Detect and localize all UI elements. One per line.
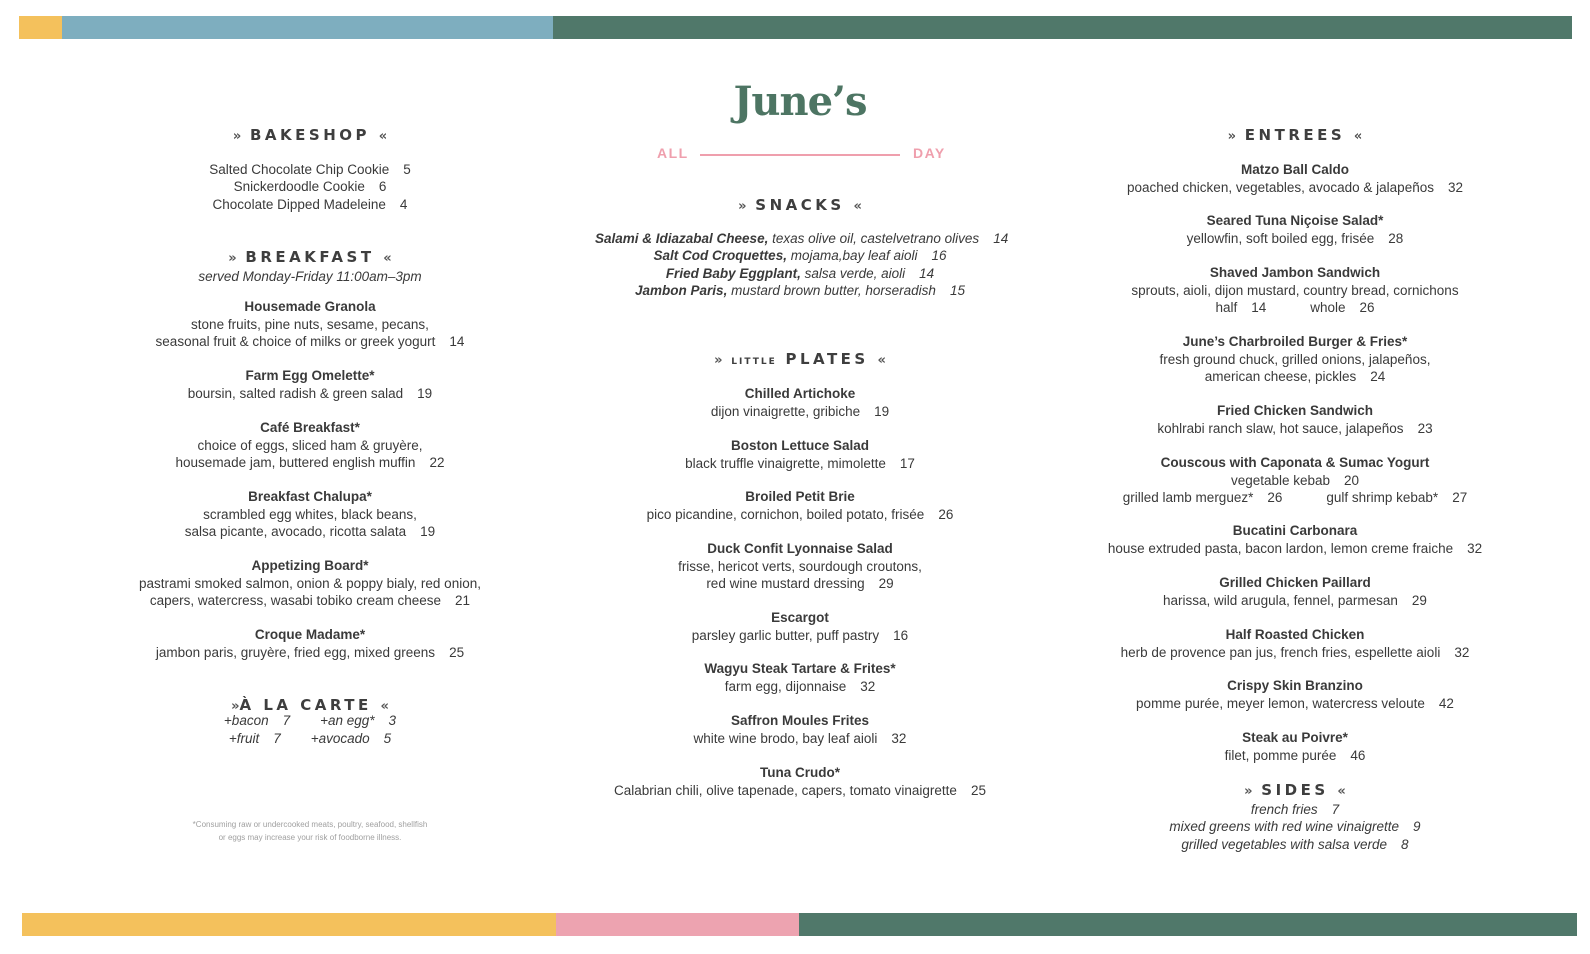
option-price: 26 bbox=[1267, 490, 1283, 505]
entree-item-name: Half Roasted Chicken bbox=[1225, 627, 1365, 642]
bakeshop-item bbox=[110, 196, 510, 214]
disclaimer-line-1: *Consuming raw or undercooked meats, poultry, seafood, shellfish bbox=[192, 820, 428, 829]
center-column bbox=[595, 0, 1009, 954]
item-name: Salt Cod Croquettes, bbox=[653, 248, 787, 263]
breakfast-item-desc bbox=[110, 592, 510, 610]
entree-item-options bbox=[1080, 489, 1510, 507]
item-price: 4 bbox=[399, 197, 408, 212]
breakfast-item-name: Croque Madame* bbox=[254, 627, 366, 642]
plate-item-desc bbox=[595, 506, 1005, 524]
addon-name: +fruit bbox=[228, 731, 260, 746]
addon-name: +bacon bbox=[223, 713, 269, 728]
item-desc: black truffle vinaigrette, mimolette bbox=[685, 455, 886, 471]
option-label: gulf shrimp kebab* bbox=[1326, 490, 1439, 505]
breakfast-item-name: Café Breakfast* bbox=[260, 420, 360, 435]
item-desc: vegetable kebab bbox=[1230, 472, 1331, 488]
breakfast-heading: » BREAKFAST « bbox=[228, 248, 392, 266]
item-desc: sprouts, aioli, dijon mustard, country bread, cornichons bbox=[1131, 282, 1459, 298]
item-price: 19 bbox=[420, 524, 436, 539]
disclaimer-line-2: or eggs may increase your risk of foodborne illness. bbox=[218, 833, 402, 842]
entree-item-name: Crispy Skin Branzino bbox=[1227, 678, 1363, 693]
entree-item-desc bbox=[1080, 695, 1510, 713]
item-desc: jambon paris, gruyère, fried egg, mixed greens bbox=[155, 644, 436, 660]
plate-item-desc bbox=[595, 403, 1005, 421]
plate-item-desc bbox=[595, 575, 1005, 593]
alacarte-row bbox=[110, 712, 510, 730]
snack-item bbox=[595, 247, 1005, 265]
item-desc: seasonal fruit & choice of milks or greek yogurt bbox=[155, 334, 436, 349]
entrees-heading: » ENTREES « bbox=[1227, 126, 1363, 144]
item-desc: white wine brodo, bay leaf aioli bbox=[693, 730, 878, 746]
bakeshop-item bbox=[110, 161, 510, 179]
option-price: 14 bbox=[1251, 300, 1267, 315]
plate-item-name: Broiled Petit Brie bbox=[745, 489, 855, 504]
item-desc: herb de provence pan jus, french fries, espellette aioli bbox=[1120, 644, 1441, 660]
item-desc: pastrami smoked salmon, onion & poppy bialy, red onion, bbox=[139, 575, 481, 591]
side-item bbox=[1080, 818, 1510, 836]
item-price: 25 bbox=[970, 782, 986, 798]
addon-name: +avocado bbox=[310, 731, 370, 746]
item-price: 8 bbox=[1401, 837, 1409, 852]
item-desc: house extruded pasta, bacon lardon, lemon creme fraiche bbox=[1107, 540, 1454, 556]
item-price: 32 bbox=[860, 678, 876, 694]
side-item bbox=[1080, 801, 1510, 819]
item-price: 23 bbox=[1417, 420, 1433, 436]
item-price: 22 bbox=[429, 455, 445, 470]
entree-item-desc bbox=[1080, 179, 1510, 197]
option-label: grilled lamb merguez* bbox=[1122, 490, 1254, 505]
item-price: 25 bbox=[449, 644, 465, 660]
item-desc: red wine mustard dressing bbox=[706, 576, 865, 591]
item-desc: housemade jam, buttered english muffin bbox=[175, 455, 416, 470]
entree-item-desc bbox=[1080, 230, 1510, 248]
item-desc: salsa verde, aioli bbox=[800, 266, 906, 281]
breakfast-item-desc bbox=[110, 437, 510, 455]
breakfast-item-desc bbox=[110, 506, 510, 524]
item-desc: poached chicken, vegetables, avocado & jalapeños bbox=[1127, 179, 1434, 195]
entree-item-desc bbox=[1080, 472, 1510, 490]
addon-price: 3 bbox=[388, 713, 397, 728]
item-desc: boursin, salted radish & green salad bbox=[187, 385, 404, 401]
item-price: 21 bbox=[455, 593, 471, 608]
right-column bbox=[1080, 0, 1510, 954]
item-price: 32 bbox=[1454, 644, 1470, 660]
item-price: 32 bbox=[1467, 540, 1483, 556]
entree-item-desc bbox=[1080, 644, 1510, 662]
item-price: 9 bbox=[1413, 819, 1421, 834]
item-name: Salted Chocolate Chip Cookie bbox=[209, 162, 390, 177]
item-name: Jambon Paris, bbox=[635, 283, 728, 298]
item-desc: mustard brown butter, horseradish bbox=[727, 283, 936, 298]
item-price: 26 bbox=[938, 506, 954, 522]
item-price: 29 bbox=[878, 576, 894, 591]
item-price: 5 bbox=[403, 162, 411, 177]
item-price: 46 bbox=[1350, 747, 1366, 763]
item-price: 16 bbox=[931, 248, 947, 263]
bakeshop-item bbox=[110, 178, 510, 196]
snack-item bbox=[595, 282, 1005, 300]
entree-item-name: Seared Tuna Niçoise Salad* bbox=[1206, 213, 1384, 228]
little-plates-heading: » LITTLE PLATES « bbox=[714, 350, 886, 368]
entree-item-name: Bucatini Carbonara bbox=[1232, 523, 1358, 538]
item-desc: filet, pomme purée bbox=[1224, 747, 1337, 763]
item-desc: texas olive oil, castelvetrano olives bbox=[768, 231, 980, 246]
option-label: whole bbox=[1310, 300, 1346, 315]
item-price: 32 bbox=[1447, 179, 1463, 195]
item-desc: stone fruits, pine nuts, sesame, pecans, bbox=[191, 316, 429, 332]
item-price: 32 bbox=[891, 730, 907, 746]
brand-logo: June’s bbox=[733, 78, 867, 125]
item-desc: salsa picante, avocado, ricotta salata bbox=[184, 524, 407, 539]
entree-item-desc bbox=[1080, 747, 1510, 765]
addon-name: +an egg* bbox=[320, 713, 375, 728]
sides-heading: » SIDES « bbox=[1244, 781, 1346, 799]
snack-item bbox=[595, 265, 1005, 283]
breakfast-item-name: Appetizing Board* bbox=[251, 558, 369, 573]
alacarte-row bbox=[110, 730, 510, 748]
breakfast-item-desc bbox=[110, 454, 510, 472]
option-price: 26 bbox=[1359, 300, 1375, 315]
entree-item-desc bbox=[1080, 282, 1510, 300]
plate-item-name: Boston Lettuce Salad bbox=[730, 438, 870, 453]
item-name: Salami & Idiazabal Cheese, bbox=[595, 231, 769, 246]
alacarte-heading: »À LA CARTE « bbox=[231, 696, 389, 714]
option-price: 27 bbox=[1452, 490, 1468, 505]
breakfast-item-desc bbox=[110, 644, 510, 662]
snacks-heading: » SNACKS « bbox=[738, 196, 862, 214]
item-desc: kohlrabi ranch slaw, hot sauce, jalapeños bbox=[1157, 420, 1404, 436]
item-price: 19 bbox=[417, 385, 433, 401]
item-price: 28 bbox=[1388, 230, 1404, 246]
item-desc: choice of eggs, sliced ham & gruyère, bbox=[197, 437, 423, 453]
entree-item-name: Shaved Jambon Sandwich bbox=[1209, 265, 1381, 280]
breakfast-item-name: Breakfast Chalupa* bbox=[248, 489, 372, 504]
entree-item-name: June’s Charbroiled Burger & Fries* bbox=[1182, 334, 1408, 349]
entree-item-desc bbox=[1080, 351, 1510, 369]
item-desc: harissa, wild arugula, fennel, parmesan bbox=[1163, 592, 1398, 608]
plate-item-name: Tuna Crudo* bbox=[760, 765, 840, 780]
item-price: 19 bbox=[874, 403, 890, 419]
item-price: 6 bbox=[378, 179, 387, 194]
item-desc: Calabrian chili, olive tapenade, capers, tomato vinaigrette bbox=[614, 782, 957, 798]
item-desc: parsley garlic butter, puff pastry bbox=[691, 627, 880, 643]
entree-item-name: Grilled Chicken Paillard bbox=[1219, 575, 1371, 590]
entree-item-name: Couscous with Caponata & Sumac Yogurt bbox=[1160, 455, 1430, 470]
breakfast-item-desc bbox=[110, 316, 510, 334]
item-desc: farm egg, dijonnaise bbox=[724, 678, 847, 694]
item-price: 14 bbox=[449, 334, 465, 349]
item-desc: yellowfin, soft boiled egg, frisée bbox=[1186, 230, 1375, 246]
entree-item-options bbox=[1080, 299, 1510, 317]
addon-price: 5 bbox=[383, 731, 392, 746]
item-price: 15 bbox=[949, 283, 965, 298]
item-price: 20 bbox=[1344, 472, 1360, 488]
entree-item-name: Fried Chicken Sandwich bbox=[1216, 403, 1374, 418]
item-name: Fried Baby Eggplant, bbox=[665, 266, 801, 281]
side-item bbox=[1080, 836, 1510, 854]
bakeshop-heading: » BAKESHOP « bbox=[232, 126, 388, 144]
breakfast-item-desc bbox=[110, 523, 510, 541]
entree-item-name: Matzo Ball Caldo bbox=[1240, 162, 1349, 177]
item-name: grilled vegetables with salsa verde bbox=[1181, 837, 1388, 852]
plate-item-name: Duck Confit Lyonnaise Salad bbox=[707, 541, 893, 556]
breakfast-item-name: Farm Egg Omelette* bbox=[245, 368, 375, 383]
tag-divider bbox=[700, 154, 900, 156]
tag-all: ALL bbox=[657, 145, 689, 161]
plate-item-name: Wagyu Steak Tartare & Frites* bbox=[704, 661, 896, 676]
item-desc: fresh ground chuck, grilled onions, jalapeños, bbox=[1159, 351, 1431, 367]
item-price: 14 bbox=[919, 266, 935, 281]
entree-item-desc bbox=[1080, 540, 1510, 558]
breakfast-item-name: Housemade Granola bbox=[244, 299, 376, 314]
item-price: 29 bbox=[1411, 592, 1427, 608]
left-column bbox=[110, 0, 510, 954]
plate-item-desc bbox=[595, 627, 1005, 645]
item-name: Snickerdoodle Cookie bbox=[233, 179, 365, 194]
item-desc: mojama,bay leaf aioli bbox=[786, 248, 918, 263]
plate-item-desc bbox=[595, 730, 1005, 748]
item-price: 14 bbox=[993, 231, 1009, 246]
item-price: 42 bbox=[1438, 695, 1454, 711]
item-desc: pico picandine, cornichon, boiled potato, frisée bbox=[646, 506, 925, 522]
item-price: 24 bbox=[1370, 369, 1386, 384]
item-desc: pomme purée, meyer lemon, watercress veloute bbox=[1136, 695, 1425, 711]
entree-item-desc bbox=[1080, 420, 1510, 438]
plate-item-desc bbox=[595, 782, 1005, 800]
plate-item-name: Escargot bbox=[771, 610, 829, 625]
breakfast-hours: served Monday-Friday 11:00am–3pm bbox=[198, 269, 422, 284]
item-price: 7 bbox=[1331, 802, 1340, 817]
tag-day: DAY bbox=[913, 145, 946, 161]
addon-price: 7 bbox=[273, 731, 281, 746]
item-name: mixed greens with red wine vinaigrette bbox=[1169, 819, 1400, 834]
item-name: Chocolate Dipped Madeleine bbox=[212, 197, 386, 212]
item-desc: american cheese, pickles bbox=[1204, 369, 1357, 384]
option-label: half bbox=[1215, 300, 1238, 315]
plate-item-name: Chilled Artichoke bbox=[744, 386, 856, 401]
item-desc: dijon vinaigrette, gribiche bbox=[710, 403, 861, 419]
breakfast-item-desc bbox=[110, 575, 510, 593]
entree-item-desc bbox=[1080, 368, 1510, 386]
plate-item-name: Saffron Moules Frites bbox=[730, 713, 870, 728]
plate-item-desc bbox=[595, 558, 1005, 576]
item-desc: frisse, hericot verts, sourdough croutons, bbox=[678, 558, 922, 574]
item-name: french fries bbox=[1250, 802, 1318, 817]
entree-item-name: Steak au Poivre* bbox=[1242, 730, 1348, 745]
snack-item bbox=[595, 230, 1009, 248]
addon-price: 7 bbox=[282, 713, 291, 728]
item-price: 16 bbox=[893, 627, 909, 643]
top-bar-yellow bbox=[19, 16, 62, 39]
entree-item-desc bbox=[1080, 592, 1510, 610]
plate-item-desc bbox=[595, 455, 1005, 473]
item-desc: scrambled egg whites, black beans, bbox=[203, 506, 417, 522]
item-price: 17 bbox=[899, 455, 915, 471]
plate-item-desc bbox=[595, 678, 1005, 696]
item-desc: capers, watercress, wasabi tobiko cream cheese bbox=[149, 593, 442, 608]
breakfast-item-desc bbox=[110, 333, 510, 351]
breakfast-item-desc bbox=[110, 385, 510, 403]
